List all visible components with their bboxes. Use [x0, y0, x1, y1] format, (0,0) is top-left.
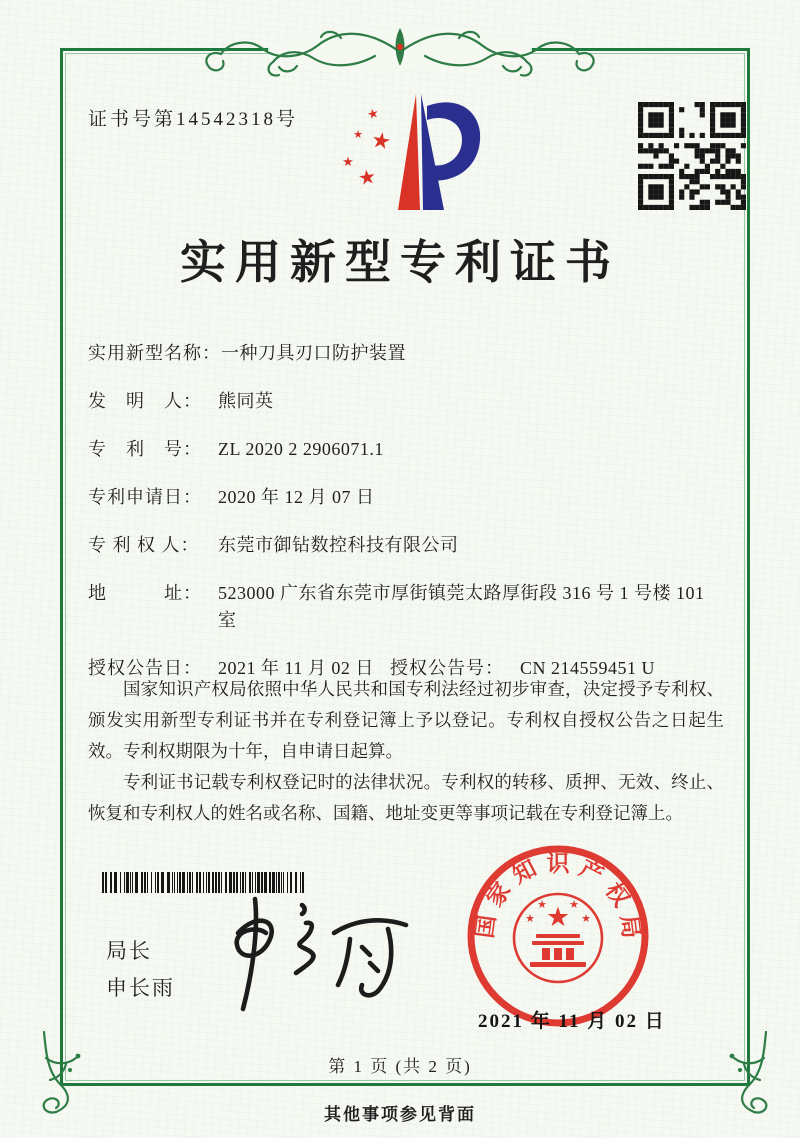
- svg-text:★: ★: [569, 899, 579, 911]
- svg-text:★: ★: [353, 129, 363, 141]
- back-side-note: 其他事项参见背面: [324, 1105, 476, 1124]
- svg-text:★: ★: [356, 165, 378, 191]
- cnipa-patent-logo-icon: [328, 90, 486, 218]
- seal-char: 家: [481, 877, 516, 912]
- barcode-icon: [102, 872, 308, 893]
- field-label: 专 利 号：: [88, 439, 202, 459]
- qr-code-icon: [638, 102, 746, 210]
- svg-text:★: ★: [545, 902, 571, 932]
- seal-char: 知: [508, 855, 541, 889]
- svg-text:★: ★: [525, 913, 535, 925]
- seal-char: 权: [600, 877, 635, 912]
- field-row-inventor: [88, 388, 728, 415]
- top-border-ornament-icon: [165, 16, 635, 82]
- field-value: 东莞市御钻数控科技有限公司: [218, 535, 459, 555]
- signer-name: 申长雨: [106, 977, 175, 1000]
- cnipa-official-seal-icon: [462, 840, 654, 1032]
- legal-paragraph-1: 国家知识产权局依照中华人民共和国专利法经过初步审查，决定授予专利权、颁发实用新型专利证书并在专利登记簿上予以登记。专利权自授权公告之日起生效。专利权期限为十年，自申请日起算。: [88, 679, 724, 761]
- certificate-fields: [88, 340, 728, 703]
- field-label: 专 利 权 人：: [88, 535, 200, 555]
- svg-text:★: ★: [537, 899, 547, 911]
- page-number: 第 1 页 (共 2 页): [328, 1057, 472, 1076]
- handwritten-signature-icon: [198, 893, 413, 1015]
- grant-date-value: 2021 年 11 月 02 日: [218, 658, 374, 678]
- field-value: 523000 广东省东莞市厚街镇莞太路厚街段 316 号 1 号楼 101 室: [218, 583, 705, 630]
- national-emblem-icon: [525, 899, 591, 967]
- seal-char: 识: [546, 851, 570, 876]
- field-label: 地 址：: [88, 583, 202, 603]
- field-row-filing-date: [88, 484, 728, 511]
- seal-char: 产: [575, 855, 608, 889]
- grant-date-label: 授权公告日：: [88, 658, 202, 678]
- svg-text:★: ★: [365, 104, 381, 123]
- field-row-patent-number: [88, 436, 728, 463]
- certificate-number: 证书号第14542318号: [88, 109, 299, 130]
- seal-char: 局: [615, 913, 644, 940]
- field-label: 发 明 人：: [88, 391, 202, 411]
- certificate-title: 实用新型专利证书: [180, 237, 620, 288]
- field-row-address: [88, 580, 728, 634]
- signer-title: 局长: [106, 940, 152, 963]
- seal-char: 国: [472, 913, 501, 940]
- svg-text:★: ★: [581, 913, 591, 925]
- legal-paragraphs: [88, 674, 724, 829]
- field-value: 一种刀具刃口防护装置: [221, 343, 406, 363]
- field-value: 熊同英: [218, 391, 274, 411]
- field-row-patentee: [88, 532, 728, 559]
- field-value: 2020 年 12 月 07 日: [218, 487, 375, 507]
- field-row-utility-model-name: [88, 340, 728, 367]
- svg-text:★: ★: [342, 154, 354, 169]
- seal-date: 2021 年 11 月 02 日: [478, 1011, 666, 1032]
- field-label: 实用新型名称：: [88, 343, 221, 363]
- grant-number-value: CN 214559451 U: [520, 658, 656, 678]
- legal-paragraph-2: 专利证书记载专利权登记时的法律状况。专利权的转移、质押、无效、终止、恢复和专利权人的姓名或名称、国籍、地址变更等事项记载在专利登记簿上。: [88, 772, 724, 823]
- field-value: ZL 2020 2 2906071.1: [218, 439, 384, 459]
- signer-block: [106, 933, 175, 1007]
- grant-number-label: 授权公告号：: [390, 658, 504, 678]
- field-label: 专利申请日：: [88, 487, 202, 507]
- svg-text:★: ★: [369, 126, 394, 155]
